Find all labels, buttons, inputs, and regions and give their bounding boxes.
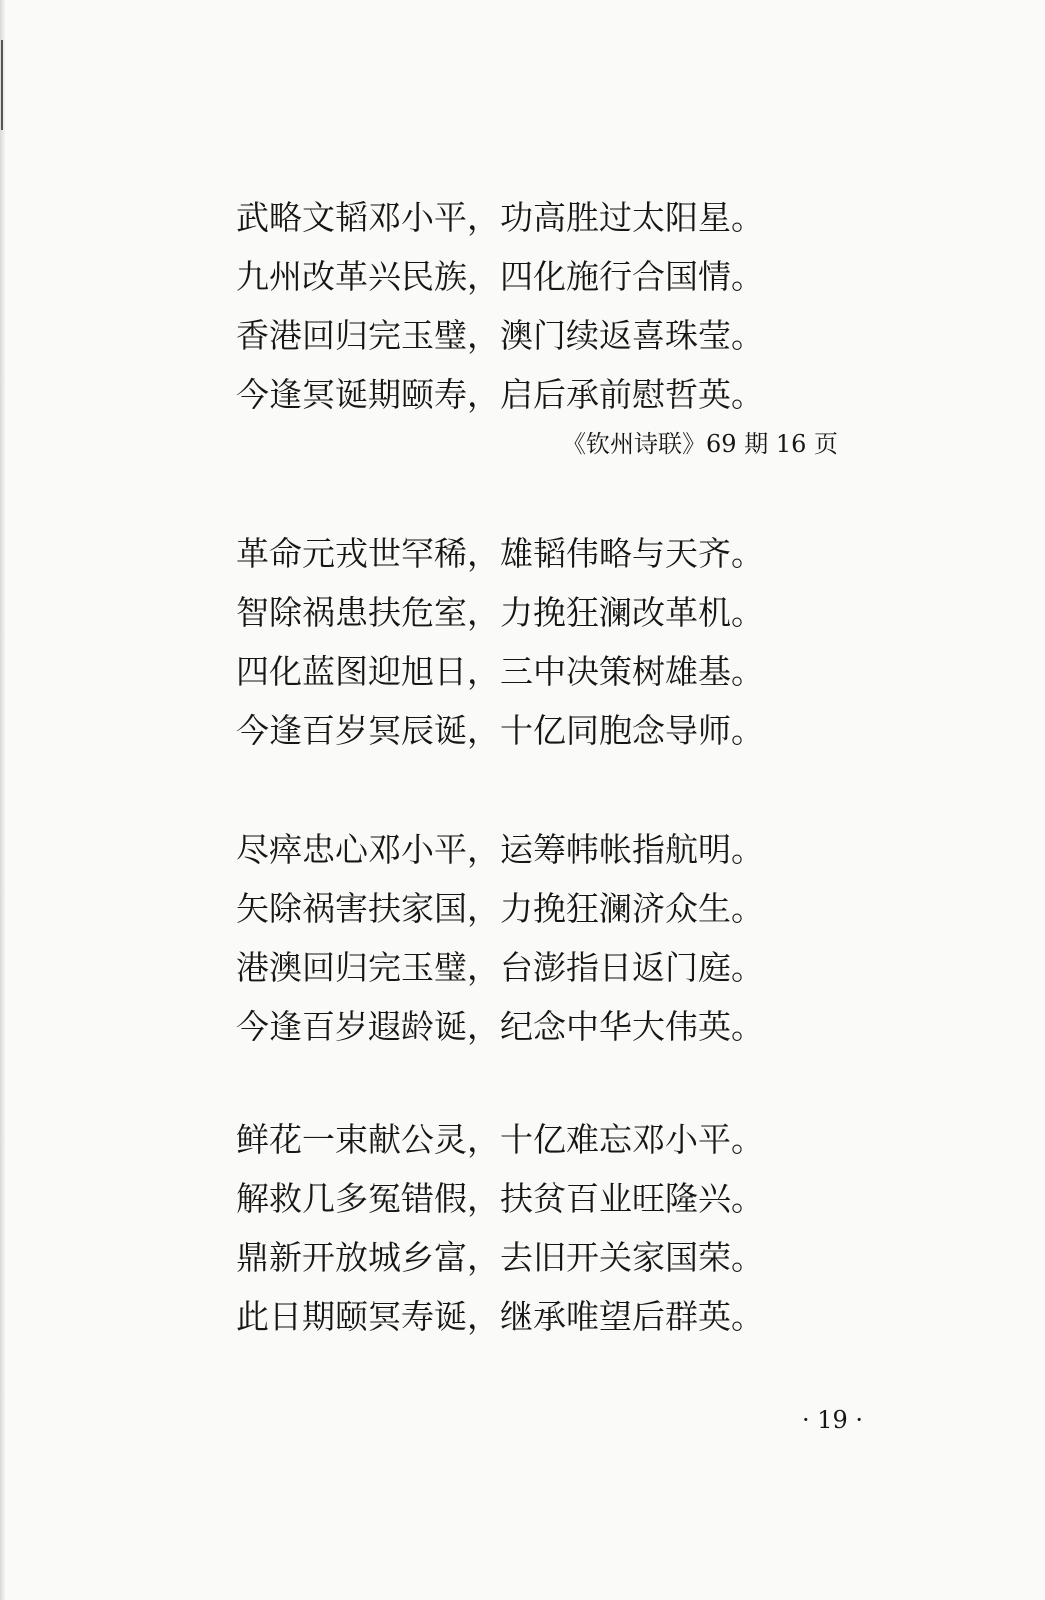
poem-3-line-1: 尽瘁忠心邓小平，运筹帏帐指航明。 xyxy=(236,830,764,869)
poem-2-line-2: 智除祸患扶危室，力挽狂澜改革机。 xyxy=(236,593,764,632)
poem-2-line-3: 四化蓝图迎旭日，三中决策树雄基。 xyxy=(236,652,764,691)
poem-1-line-3: 香港回归完玉璧，澳门续返喜珠莹。 xyxy=(236,316,764,355)
page-binding-edge xyxy=(0,0,5,1600)
poem-3-line-2: 矢除祸害扶家国，力挽狂澜济众生。 xyxy=(236,889,764,928)
page-number: · 19 · xyxy=(801,1406,863,1434)
poem-1-line-4: 今逢冥诞期颐寿，启后承前慰哲英。 xyxy=(236,375,764,414)
poem-1-source-citation: 《钦州诗联》69 期 16 页 xyxy=(562,430,838,458)
poem-4-line-1: 鲜花一束献公灵，十亿难忘邓小平。 xyxy=(236,1120,764,1159)
poem-1-line-2: 九州改革兴民族，四化施行合国情。 xyxy=(236,257,764,296)
poem-4-line-2: 解救几多冤错假，扶贫百业旺隆兴。 xyxy=(236,1179,764,1218)
poem-4-line-4: 此日期颐冥寿诞，继承唯望后群英。 xyxy=(236,1297,764,1336)
poem-3 xyxy=(236,820,796,1056)
poem-2-line-4: 今逢百岁冥辰诞，十亿同胞念导师。 xyxy=(236,711,764,750)
poem-2 xyxy=(236,524,796,760)
poem-1-line-1: 武略文韬邓小平，功高胜过太阳星。 xyxy=(236,198,764,237)
poem-3-line-3: 港澳回归完玉璧，台澎指日返门庭。 xyxy=(236,948,764,987)
poem-1 xyxy=(236,188,796,424)
poem-2-line-1: 革命元戎世罕稀，雄韬伟略与天齐。 xyxy=(236,534,764,573)
binding-mark xyxy=(1,40,3,130)
poem-4-line-3: 鼎新开放城乡富，去旧开关家国荣。 xyxy=(236,1238,764,1277)
poem-4 xyxy=(236,1110,796,1346)
poem-3-line-4: 今逢百岁遐龄诞，纪念中华大伟英。 xyxy=(236,1007,764,1046)
